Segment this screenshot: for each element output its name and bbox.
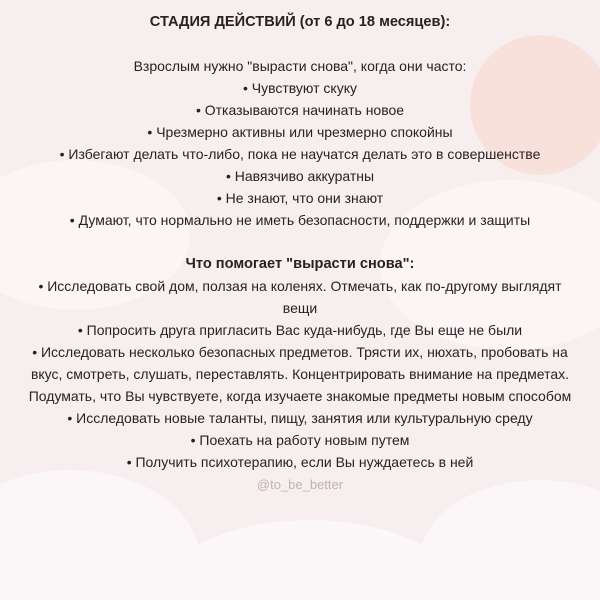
sign-item: • Не знают, что они знают — [216, 190, 384, 206]
sign-item: • Отказываются начинать новое — [195, 102, 405, 118]
help-item: • Попросить друга пригласить Вас куда-нибудь, где Вы еще не были — [77, 322, 523, 338]
stage-title: СТАДИЯ ДЕЙСТВИЙ (от 6 до 18 месяцев): — [149, 14, 451, 30]
help-item: • Исследовать несколько безопасных предметов. Трясти их, нюхать, пробовать на вкус, смотреть, слушать, переставлять. Концентрировать внимание на предметах. Подумать, что Вы чувствуете, когда изучаете знакомые предметы новым способом — [28, 344, 572, 404]
help-item: • Получить психотерапию, если Вы нуждаетесь в ней — [126, 454, 474, 470]
help-item: • Поехать на работу новым путем — [190, 432, 410, 448]
sign-item: • Чувствуют скуку — [242, 80, 357, 96]
help-list — [20, 275, 580, 473]
help-item: • Исследовать свой дом, ползая на коленях. Отмечать, как по-другому выглядят вещи — [38, 278, 562, 316]
intro-text: Взрослым нужно "вырасти снова", когда они часто: — [133, 58, 467, 74]
signs-list — [40, 77, 560, 231]
help-item: • Исследовать новые таланты, пищу, занятия или культуральную среду — [67, 410, 533, 426]
sign-item: • Думают, что нормально не иметь безопасности, поддержки и защиты — [69, 212, 531, 228]
sign-item: • Навязчиво аккуратны — [225, 168, 375, 184]
help-heading: Что помогает "вырасти снова": — [185, 256, 415, 272]
author-handle: @to_be_better — [256, 477, 344, 492]
sign-item: • Чрезмерно активны или чрезмерно спокойны — [147, 124, 453, 140]
sign-item: • Избегают делать что-либо, пока не научатся делать это в совершенстве — [59, 146, 541, 162]
